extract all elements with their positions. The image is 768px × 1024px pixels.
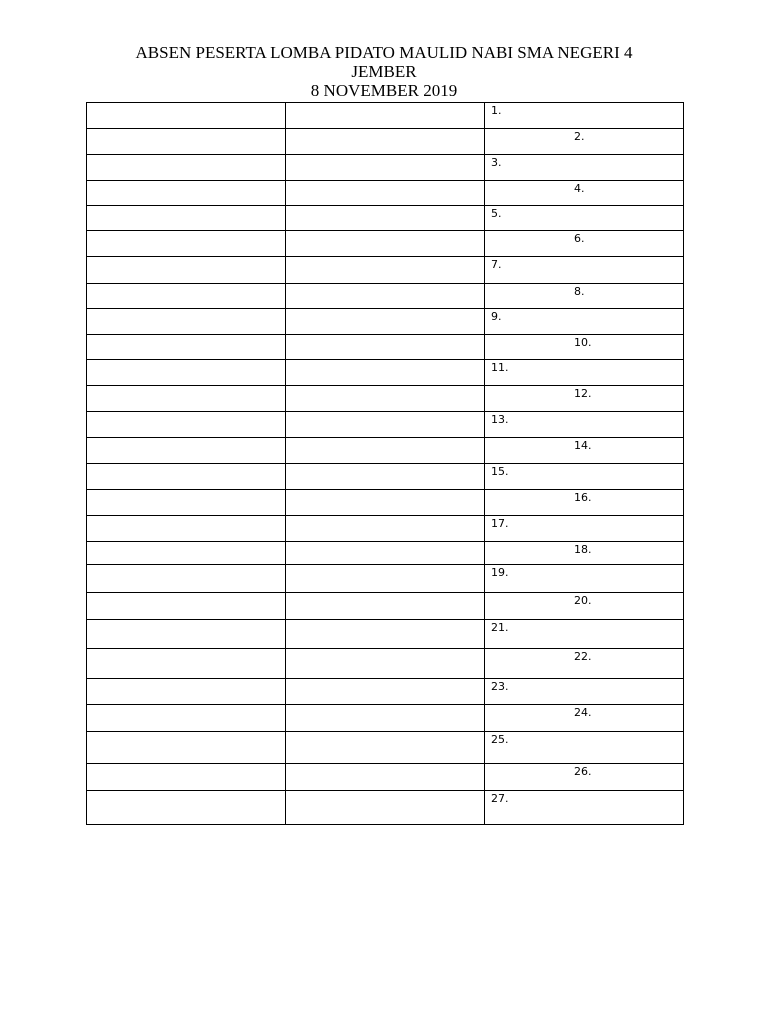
table-row — [87, 206, 684, 231]
participant-name-cell[interactable] — [87, 593, 286, 620]
row-number: 8. — [574, 285, 585, 298]
signature-cell[interactable] — [485, 284, 684, 309]
table-row — [87, 284, 684, 309]
signature-cell[interactable] — [485, 679, 684, 705]
signature-cell[interactable] — [485, 257, 684, 284]
participant-class-cell[interactable] — [286, 155, 485, 181]
table-row — [87, 309, 684, 335]
table-row — [87, 464, 684, 490]
participant-class-cell[interactable] — [286, 103, 485, 129]
row-number: 15. — [491, 465, 509, 478]
signature-cell[interactable] — [485, 181, 684, 206]
signature-cell[interactable] — [485, 155, 684, 181]
signature-cell[interactable] — [485, 705, 684, 732]
row-number: 22. — [574, 650, 592, 663]
participant-name-cell[interactable] — [87, 516, 286, 542]
table-row — [87, 386, 684, 412]
signature-cell[interactable] — [485, 620, 684, 649]
row-number: 3. — [491, 156, 502, 169]
participant-class-cell[interactable] — [286, 516, 485, 542]
participant-name-cell[interactable] — [87, 360, 286, 386]
participant-class-cell[interactable] — [286, 732, 485, 764]
participant-name-cell[interactable] — [87, 103, 286, 129]
row-number: 5. — [491, 207, 502, 220]
signature-cell[interactable] — [485, 764, 684, 791]
participant-class-cell[interactable] — [286, 679, 485, 705]
participant-name-cell[interactable] — [87, 284, 286, 309]
table-row — [87, 412, 684, 438]
participant-name-cell[interactable] — [87, 732, 286, 764]
table-row — [87, 565, 684, 593]
participant-class-cell[interactable] — [286, 181, 485, 206]
participant-name-cell[interactable] — [87, 309, 286, 335]
row-number: 9. — [491, 310, 502, 323]
signature-cell[interactable] — [485, 206, 684, 231]
signature-cell[interactable] — [485, 231, 684, 257]
table-row — [87, 620, 684, 649]
row-number: 4. — [574, 182, 585, 195]
row-number: 6. — [574, 232, 585, 245]
row-number: 2. — [574, 130, 585, 143]
signature-cell[interactable] — [485, 649, 684, 679]
table-row — [87, 103, 684, 129]
table-row — [87, 732, 684, 764]
document-date-line: 8 NOVEMBER 2019 — [310, 81, 458, 100]
table-row — [87, 181, 684, 206]
signature-cell[interactable] — [485, 791, 684, 825]
participant-class-cell[interactable] — [286, 464, 485, 490]
row-number: 26. — [574, 765, 592, 778]
table-row — [87, 360, 684, 386]
row-number: 1. — [491, 104, 502, 117]
participant-class-cell[interactable] — [286, 309, 485, 335]
participant-class-cell[interactable] — [286, 231, 485, 257]
participant-class-cell[interactable] — [286, 705, 485, 732]
signature-cell[interactable] — [485, 103, 684, 129]
participant-name-cell[interactable] — [87, 206, 286, 231]
signature-cell[interactable] — [485, 438, 684, 464]
participant-class-cell[interactable] — [286, 386, 485, 412]
table-row — [87, 679, 684, 705]
participant-name-cell[interactable] — [87, 620, 286, 649]
row-number: 24. — [574, 706, 592, 719]
row-number: 20. — [574, 594, 592, 607]
signature-cell[interactable] — [485, 464, 684, 490]
row-number: 18. — [574, 543, 592, 556]
row-number: 12. — [574, 387, 592, 400]
document-title-line-1: ABSEN PESERTA LOMBA PIDATO MAULID NABI SMA NEGERI 4 — [135, 43, 633, 62]
signature-cell[interactable] — [485, 129, 684, 155]
signature-cell[interactable] — [485, 386, 684, 412]
participant-name-cell[interactable] — [87, 412, 286, 438]
participant-name-cell[interactable] — [87, 464, 286, 490]
participant-name-cell[interactable] — [87, 764, 286, 791]
signature-cell[interactable] — [485, 360, 684, 386]
table-row — [87, 593, 684, 620]
table-row — [87, 335, 684, 360]
participant-name-cell[interactable] — [87, 386, 286, 412]
table-row — [87, 764, 684, 791]
table-row — [87, 129, 684, 155]
participant-class-cell[interactable] — [286, 791, 485, 825]
participant-class-cell[interactable] — [286, 620, 485, 649]
signature-cell[interactable] — [485, 335, 684, 360]
participant-class-cell[interactable] — [286, 490, 485, 516]
attendance-table-body — [87, 103, 684, 825]
table-row — [87, 257, 684, 284]
participant-name-cell[interactable] — [87, 129, 286, 155]
table-row — [87, 516, 684, 542]
participant-name-cell[interactable] — [87, 679, 286, 705]
signature-cell[interactable] — [485, 412, 684, 438]
row-number: 23. — [491, 680, 509, 693]
row-number: 21. — [491, 621, 509, 634]
participant-class-cell[interactable] — [286, 284, 485, 309]
participant-name-cell[interactable] — [87, 705, 286, 732]
row-number: 10. — [574, 336, 592, 349]
row-number: 27. — [491, 792, 509, 805]
signature-cell[interactable] — [485, 516, 684, 542]
row-number: 19. — [491, 566, 509, 579]
signature-cell[interactable] — [485, 309, 684, 335]
participant-name-cell[interactable] — [87, 438, 286, 464]
table-row — [87, 649, 684, 679]
participant-class-cell[interactable] — [286, 438, 485, 464]
participant-class-cell[interactable] — [286, 565, 485, 593]
participant-class-cell[interactable] — [286, 335, 485, 360]
participant-name-cell[interactable] — [87, 335, 286, 360]
signature-cell[interactable] — [485, 542, 684, 565]
participant-name-cell[interactable] — [87, 791, 286, 825]
table-row — [87, 542, 684, 565]
signature-cell[interactable] — [485, 593, 684, 620]
table-row — [87, 155, 684, 181]
participant-name-cell[interactable] — [87, 565, 286, 593]
signature-cell[interactable] — [485, 732, 684, 764]
participant-class-cell[interactable] — [286, 206, 485, 231]
participant-name-cell[interactable] — [87, 181, 286, 206]
participant-class-cell[interactable] — [286, 593, 485, 620]
participant-class-cell[interactable] — [286, 257, 485, 284]
row-number: 17. — [491, 517, 509, 530]
participant-name-cell[interactable] — [87, 155, 286, 181]
participant-name-cell[interactable] — [87, 231, 286, 257]
table-row — [87, 791, 684, 825]
participant-class-cell[interactable] — [286, 360, 485, 386]
row-number: 7. — [491, 258, 502, 271]
row-number: 13. — [491, 413, 509, 426]
attendance-table — [86, 102, 684, 825]
participant-class-cell[interactable] — [286, 542, 485, 565]
participant-class-cell[interactable] — [286, 129, 485, 155]
table-row — [87, 705, 684, 732]
table-row — [87, 490, 684, 516]
participant-name-cell[interactable] — [87, 649, 286, 679]
participant-name-cell[interactable] — [87, 257, 286, 284]
participant-class-cell[interactable] — [286, 649, 485, 679]
participant-class-cell[interactable] — [286, 764, 485, 791]
participant-class-cell[interactable] — [286, 412, 485, 438]
row-number: 14. — [574, 439, 592, 452]
table-row — [87, 438, 684, 464]
signature-cell[interactable] — [485, 490, 684, 516]
participant-name-cell[interactable] — [87, 542, 286, 565]
document-title-line-2: JEMBER — [351, 62, 417, 81]
table-row — [87, 231, 684, 257]
row-number: 11. — [491, 361, 509, 374]
signature-cell[interactable] — [485, 565, 684, 593]
row-number: 25. — [491, 733, 509, 746]
participant-name-cell[interactable] — [87, 490, 286, 516]
row-number: 16. — [574, 491, 592, 504]
